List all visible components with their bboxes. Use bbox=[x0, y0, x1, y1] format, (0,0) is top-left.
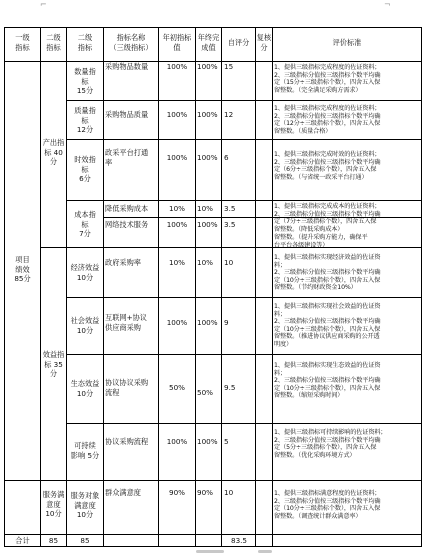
annual-target-value: 100% bbox=[166, 220, 188, 229]
criteria-text: 1、提供三级指标可持续影响的佐证资料； 2、三级指标分值按三级指标个数平均确 定（5分÷三级指标个数），四舍五入保 留整数。（优化采购环境方式） bbox=[274, 429, 387, 459]
actual-value: 100% bbox=[197, 318, 218, 327]
table-line bbox=[66, 200, 422, 201]
criteria-text: 1、提供三级指标完成时效的佐证资料； 2、三级指标分值按三级指标个数平均确 定（6分÷三级指标个数），四舍五入保 留整数。（与省统一政采平台打通） bbox=[274, 151, 381, 181]
table-line bbox=[66, 139, 422, 140]
level2b-economic: 经济效益 10分 bbox=[70, 263, 100, 282]
header-level1: 一级 指标 bbox=[15, 33, 30, 52]
header-annual-target: 年初指标 值 bbox=[162, 33, 192, 52]
self-score-value: 12 bbox=[224, 110, 234, 119]
self-score-value: 9.5 bbox=[224, 383, 236, 392]
header-level2: 二级 指标 bbox=[46, 33, 61, 52]
table-border-right bbox=[421, 27, 422, 546]
criteria-text: 1、提供三级指标完成程度的佐证资料； 2、三级指标分值按三级指标个数平均确 定（12分÷三级指标个数），四舍五入保 留整数。（质量合格） bbox=[274, 105, 381, 135]
actual-value: 100% bbox=[197, 437, 218, 446]
total-level2: 85 bbox=[48, 536, 59, 545]
header-indicator-name: 指标名称 （三级指标） bbox=[109, 33, 153, 52]
annual-target-value: 100% bbox=[166, 437, 188, 446]
level2b-quality: 质量指 标 12分 bbox=[74, 106, 96, 135]
level1-project-effect: 项目 绩效 85分 bbox=[14, 255, 31, 284]
ruler-marker: ¬ bbox=[384, 0, 391, 9]
annual-target-value: 100% bbox=[166, 62, 188, 71]
annual-target-value: 100% bbox=[166, 153, 188, 162]
indicator-name: 降低采购成本 bbox=[105, 204, 149, 213]
level2b-cost: 成本指 标 7分 bbox=[74, 210, 96, 239]
indicator-name: 协议协议采购 流程 bbox=[105, 378, 149, 397]
actual-value: 100% bbox=[197, 62, 218, 71]
total-level3: 85 bbox=[80, 536, 90, 545]
table-col-line bbox=[272, 27, 273, 546]
self-score-value: 5 bbox=[224, 437, 229, 446]
table-col-line bbox=[40, 27, 41, 546]
self-score-value: 3.5 bbox=[224, 204, 236, 213]
horizontal-scrollbar-thumb[interactable] bbox=[196, 550, 224, 553]
level2b-social: 社会效益 10分 bbox=[70, 316, 100, 335]
self-score-value: 10 bbox=[224, 488, 234, 497]
header-review-score: 复核 分 bbox=[256, 33, 272, 52]
actual-value: 10% bbox=[197, 204, 213, 213]
criteria-text: 1、提供三级指标完成程度的佐证资料； 2、三级指标分值按三级指标个数平均确 定（15分÷三级指标个数），四舍五入保 留整数。（完全满足采购方需求） bbox=[274, 64, 381, 94]
annual-target-value: 90% bbox=[169, 488, 185, 497]
level1-total: 合计 bbox=[15, 536, 30, 545]
table-border-left bbox=[4, 27, 5, 546]
indicator-name: 政府采购率 bbox=[105, 258, 141, 267]
indicator-name: 协议采购流程 bbox=[105, 437, 149, 446]
indicator-name: 网络技术服务 bbox=[105, 220, 149, 229]
level2b-timeliness: 时效指 标 6分 bbox=[74, 155, 96, 184]
indicator-name: 群众满意度 bbox=[105, 488, 141, 497]
table-col-line bbox=[195, 27, 196, 546]
indicator-name: 采购物品数量 bbox=[105, 62, 149, 71]
level2-output: 产出指 标 40 分 bbox=[42, 138, 65, 167]
level2b-satisfaction: 服务对象 满意度 10分 bbox=[70, 491, 100, 520]
ruler-marker: ⌐ bbox=[40, 0, 47, 9]
total-self-score: 83.5 bbox=[231, 536, 248, 545]
criteria-text: 留整数。（提升采购方能力，确保平 台平台各级建设等） bbox=[274, 234, 368, 249]
actual-value: 100% bbox=[197, 220, 218, 229]
level2-benefit: 效益指 标 35 分 bbox=[42, 350, 65, 379]
annual-target-value: 100% bbox=[166, 110, 188, 119]
self-score-value: 15 bbox=[224, 62, 234, 71]
annual-target-value: 50% bbox=[169, 383, 185, 392]
annual-target-value: 10% bbox=[169, 204, 185, 213]
criteria-text: 1、提供三级指标满意程度的佐证资料； 2、三级指标分值按三级指标个数平均确 定（10分÷三级指标个数），四舍五入保 留整数。（调查统计群众满意率） bbox=[274, 490, 381, 520]
header-self-score: 自评分 bbox=[227, 38, 250, 47]
table-col-line bbox=[158, 27, 159, 546]
header-actual-value: 年终完 成值 bbox=[197, 33, 220, 52]
self-score-value: 9 bbox=[224, 318, 229, 327]
indicator-name: 政采平台打通 率 bbox=[105, 148, 149, 167]
actual-value: 90% bbox=[197, 488, 213, 497]
table-line bbox=[66, 100, 422, 101]
table-col-line bbox=[66, 27, 67, 546]
level2b-quantity: 数量指 标 15分 bbox=[74, 67, 96, 96]
level2-satisfaction: 服务满 意度 10分 bbox=[42, 490, 65, 519]
table-col-line bbox=[221, 27, 222, 546]
table-border-bottom bbox=[4, 546, 422, 547]
criteria-text: 1、提供三级指标实现生态效益的佐证资 料； 2、三级指标分值按三级指标个数平均确 定（10分÷三级指标个数），四舍五入保 留整数。（缩短采购时间） bbox=[274, 362, 381, 400]
annual-target-value: 10% bbox=[169, 258, 185, 267]
table-line bbox=[66, 297, 422, 298]
actual-value: 100% bbox=[197, 110, 218, 119]
header-level2b: 二级 指标 bbox=[77, 33, 93, 52]
indicator-name: 互联网+协议 供应商采购 bbox=[105, 313, 147, 332]
self-score-value: 3.5 bbox=[224, 220, 236, 229]
criteria-text: 1、提供三级指标完成成本的佐证资料； 2、三级指标分值按三级指标个数平均确 定（7分÷三级指标个数），四舍五入保 留整数。（降低采购成本） bbox=[274, 203, 381, 233]
criteria-text: 1、提供三级指标实现社会效益的佐证资 料； 2、三级指标分值按三级指标个数平均确 定（10分÷三级指标个数），四舍五入保 留整数。（推进协议供应商采购的公开透 明度） bbox=[274, 303, 381, 348]
actual-value: 100% bbox=[197, 153, 218, 162]
actual-value: 10% bbox=[197, 258, 213, 267]
annual-target-value: 100% bbox=[166, 318, 188, 327]
self-score-value: 6 bbox=[224, 153, 229, 162]
page-indicator bbox=[258, 550, 272, 553]
level2b-ecological: 生态效益 10分 bbox=[70, 379, 100, 398]
actual-value: 50% bbox=[197, 388, 213, 397]
table-col-line bbox=[103, 27, 104, 546]
criteria-text: 1、提供三级指标实现经济效益的佐证资 料； 2、三级指标分值按三级指标个数平均确 定（10分÷三级指标个数），四舍五入保 留整数。（节约财政资金10%） bbox=[274, 254, 381, 292]
table-line bbox=[66, 423, 422, 424]
indicator-name: 采购物品质量 bbox=[105, 110, 149, 119]
table-line bbox=[66, 354, 422, 355]
self-score-value: 10 bbox=[224, 258, 234, 267]
table-col-line bbox=[255, 27, 256, 546]
page-top-markers bbox=[0, 0, 426, 8]
header-criteria: 评价标准 bbox=[332, 38, 362, 47]
level2b-sustainable: 可持续 影响 5分 bbox=[70, 441, 100, 460]
